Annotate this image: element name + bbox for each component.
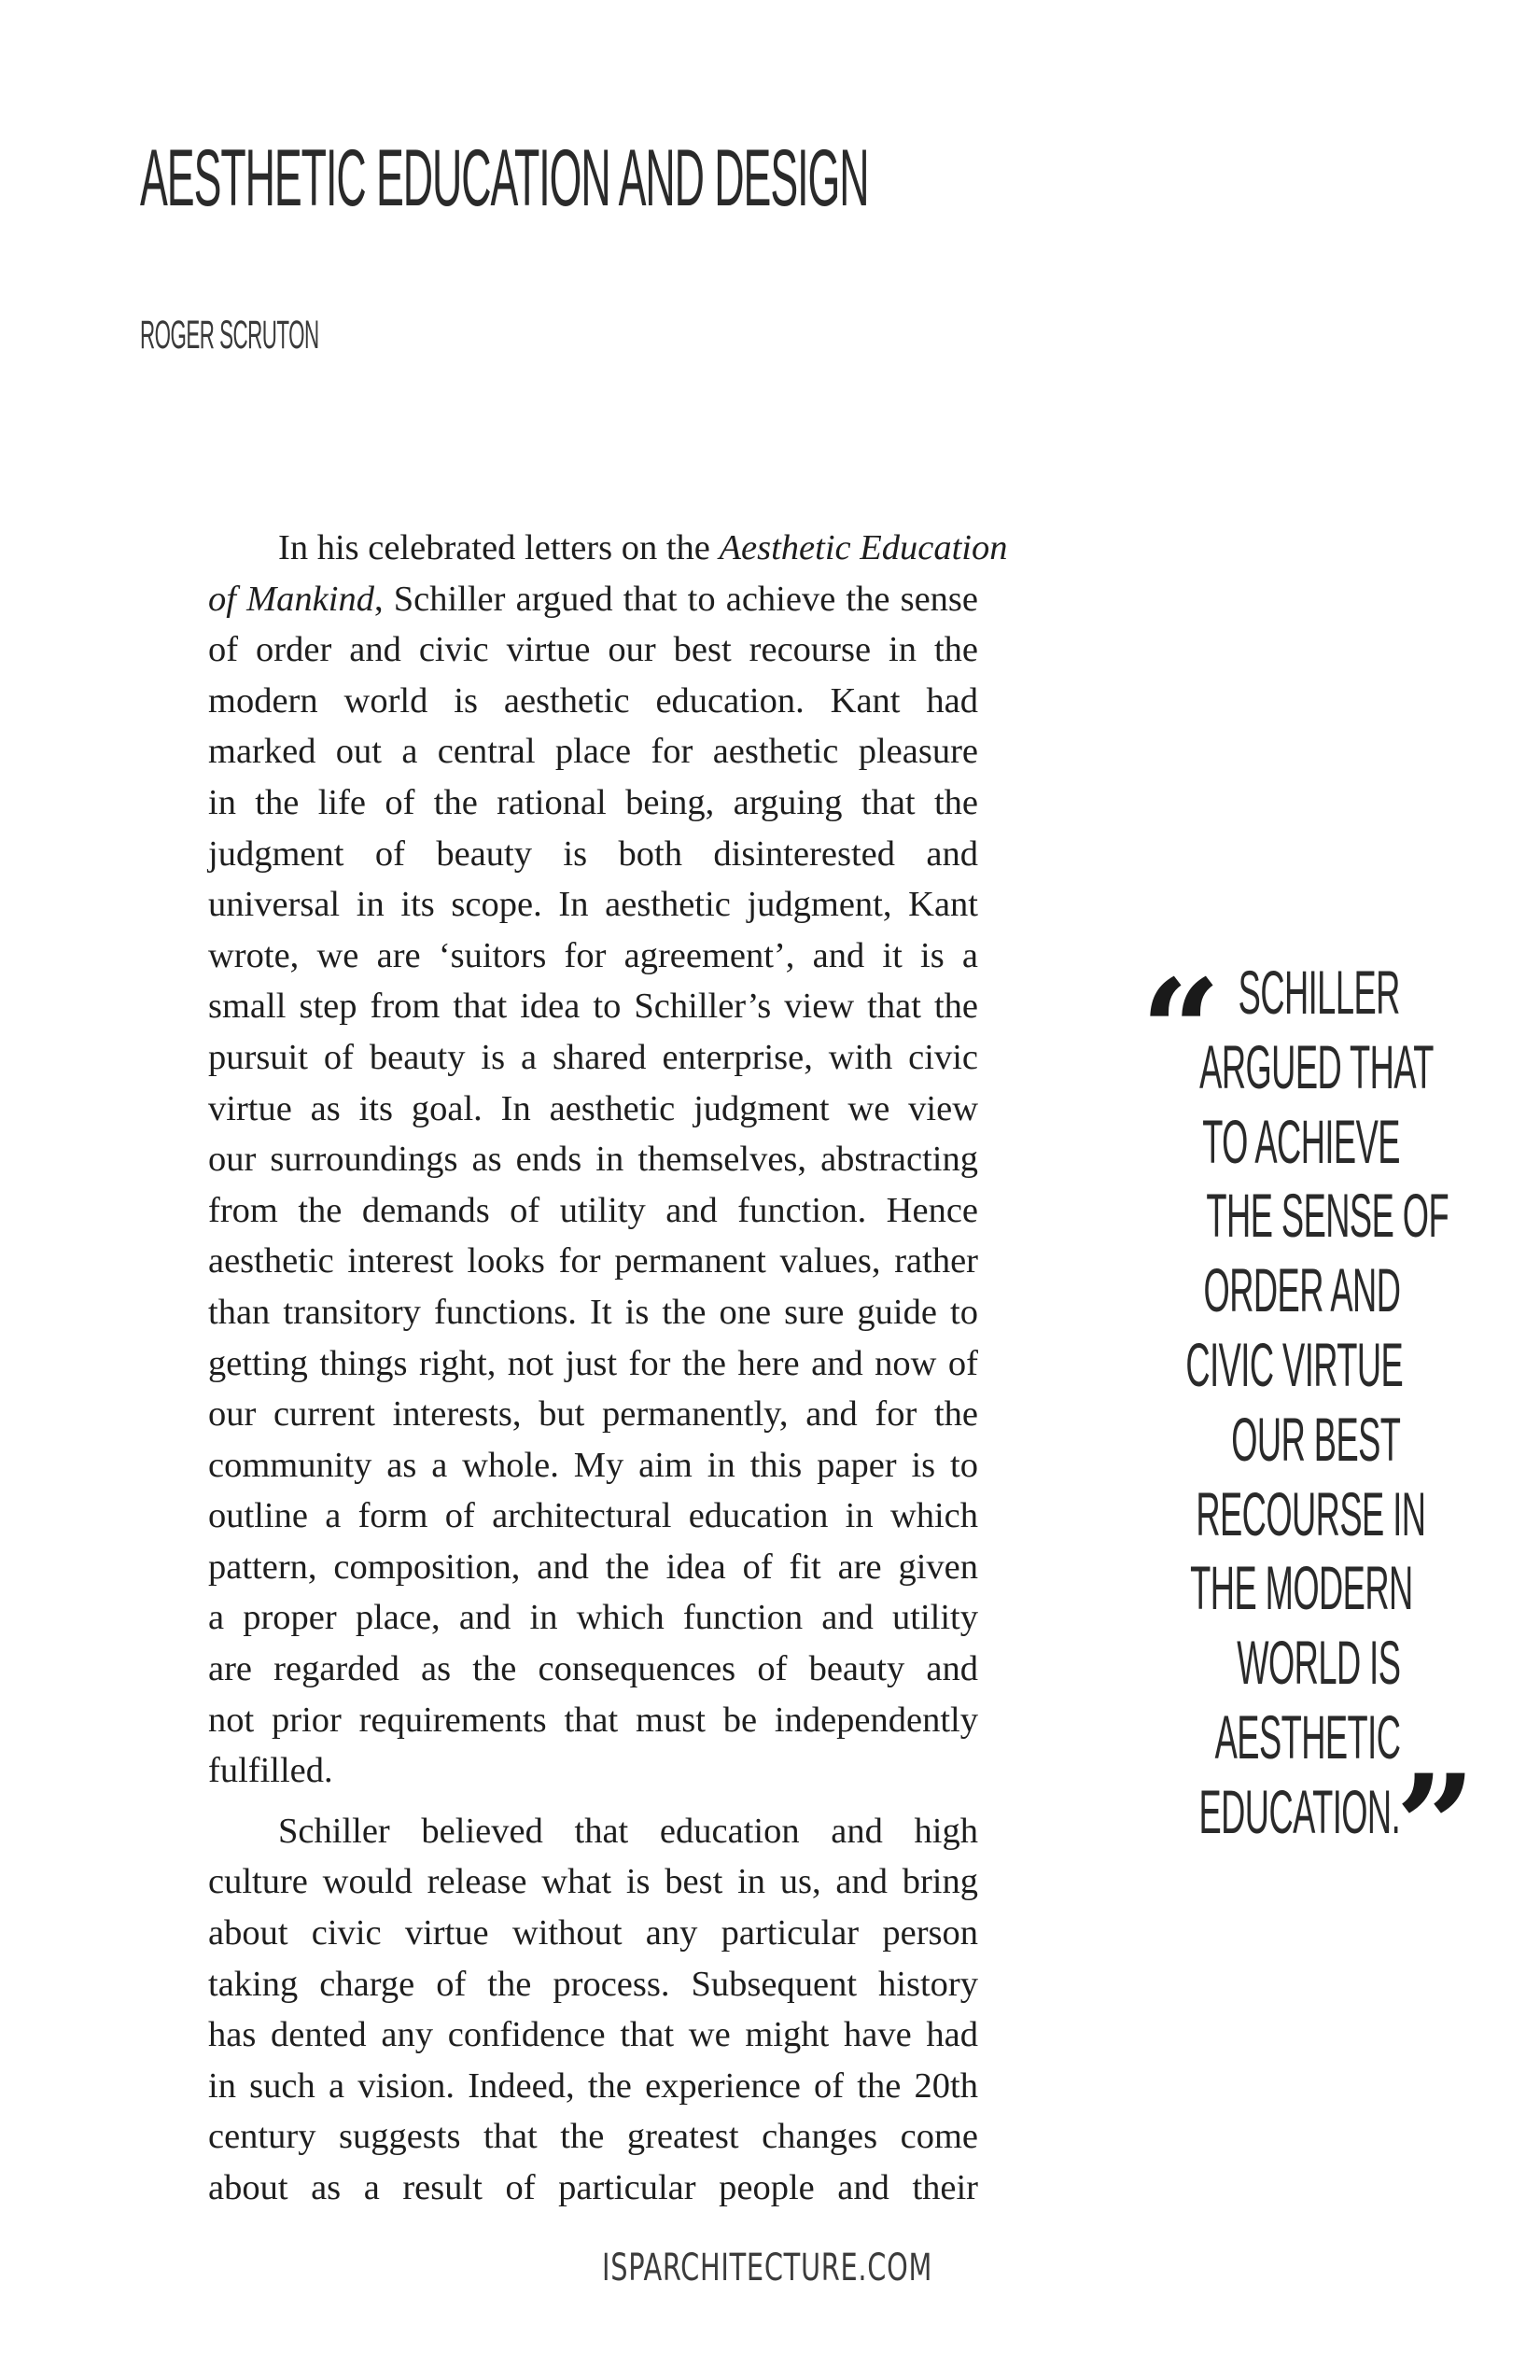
article-author: ROGER SCRUTON — [140, 313, 319, 357]
body-line: of Mankind, Schiller argued that to achieve the sense — [208, 579, 979, 619]
pull-quote-line: THE MODERN — [1190, 1553, 1413, 1623]
book-title-italic: of Mankind — [208, 579, 374, 619]
paragraph-2 — [138, 1806, 978, 2214]
body-line: aesthetic interest looks for permanent values, rather — [208, 1241, 978, 1281]
body-line: outline a form of architectural education in which — [208, 1496, 978, 1536]
body-line: in the life of the rational being, arguing that the — [208, 782, 978, 822]
body-line: from the demands of utility and function. Hence — [208, 1190, 978, 1230]
body-line: than transitory functions. It is the one sure guide to — [208, 1292, 978, 1332]
pull-quote-line: ARGUED THAT — [1199, 1031, 1434, 1101]
pull-quote — [1008, 949, 1449, 1850]
body-line: fulfilled. — [208, 1751, 333, 1791]
body-line: virtue as its goal. In aesthetic judgment we view — [208, 1088, 978, 1128]
book-title-italic: Aesthetic Education — [719, 528, 1008, 567]
body-line: marked out a central place for aesthetic pleasure — [208, 732, 978, 772]
body-line: judgment of beauty is both disinterested and — [208, 833, 978, 874]
body-line: taking charge of the process. Subsequent history — [208, 1964, 978, 2004]
pull-quote-line: WORLD IS — [1236, 1628, 1400, 1698]
pull-quote-line: RECOURSE IN — [1196, 1478, 1426, 1548]
body-line: universal in its scope. In aesthetic judgment, Kant — [208, 885, 978, 925]
body-line: has dented any confidence that we might have had — [208, 2015, 978, 2055]
body-line: small step from that idea to Schiller’s view that the — [208, 987, 978, 1027]
article-title: AESTHETIC EDUCATION AND DESIGN — [140, 133, 869, 223]
pull-quote-line: CIVIC VIRTUE — [1185, 1329, 1404, 1399]
pull-quote-line: ORDER AND — [1203, 1255, 1400, 1325]
pull-quote-line: AESTHETIC — [1214, 1701, 1400, 1771]
body-line: our surroundings as ends in themselves, abstracting — [208, 1140, 978, 1180]
close-quote-icon: ” — [1395, 1744, 1469, 1909]
body-line: culture would release what is best in us, and bring — [208, 1862, 978, 1902]
body-line: about civic virtue without any particular person — [208, 1913, 978, 1953]
body-line: pattern, composition, and the idea of fit are given — [208, 1547, 978, 1587]
body-line: a proper place, and in which function and utility — [208, 1598, 978, 1638]
article-body — [138, 523, 1008, 2214]
paragraph-1 — [138, 523, 1008, 1797]
pull-quote-line: SCHILLER — [1238, 958, 1400, 1027]
pull-quote-line: THE SENSE OF — [1206, 1181, 1449, 1251]
footer-site-url: ISPARCHITECTURE.COM — [602, 2247, 933, 2289]
body-line: in such a vision. Indeed, the experience of the 20th — [208, 2065, 978, 2106]
body-line: Schiller believed that education and high — [278, 1811, 978, 1851]
body-line: not prior requirements that must be independently — [208, 1700, 978, 1740]
pull-quote-line: OUR BEST — [1230, 1404, 1400, 1474]
body-line: modern world is aesthetic education. Kant had — [208, 680, 978, 721]
pull-quote-line: EDUCATION. — [1198, 1776, 1400, 1846]
body-line: century suggests that the greatest changes come — [208, 2117, 978, 2157]
body-line: getting things right, not just for the here and now of — [208, 1343, 978, 1383]
pull-quote-line: TO ACHIEVE — [1202, 1106, 1400, 1176]
body-line: about as a result of particular people and their — [208, 2168, 978, 2207]
body-line: are regarded as the consequences of beauty and — [208, 1649, 978, 1689]
body-line: our current interests, but permanently, and for the — [208, 1394, 978, 1435]
body-line: of order and civic virtue our best recourse in the — [208, 630, 978, 670]
body-line: wrote, we are ‘suitors for agreement’, and it is a — [208, 935, 978, 975]
body-line: community as a whole. My aim in this paper is to — [208, 1445, 978, 1485]
open-quote-icon: “ — [1141, 949, 1214, 1113]
body-line: In his celebrated letters on the Aesthetic Education — [278, 528, 1008, 567]
body-line: pursuit of beauty is a shared enterprise, with civic — [208, 1037, 978, 1077]
